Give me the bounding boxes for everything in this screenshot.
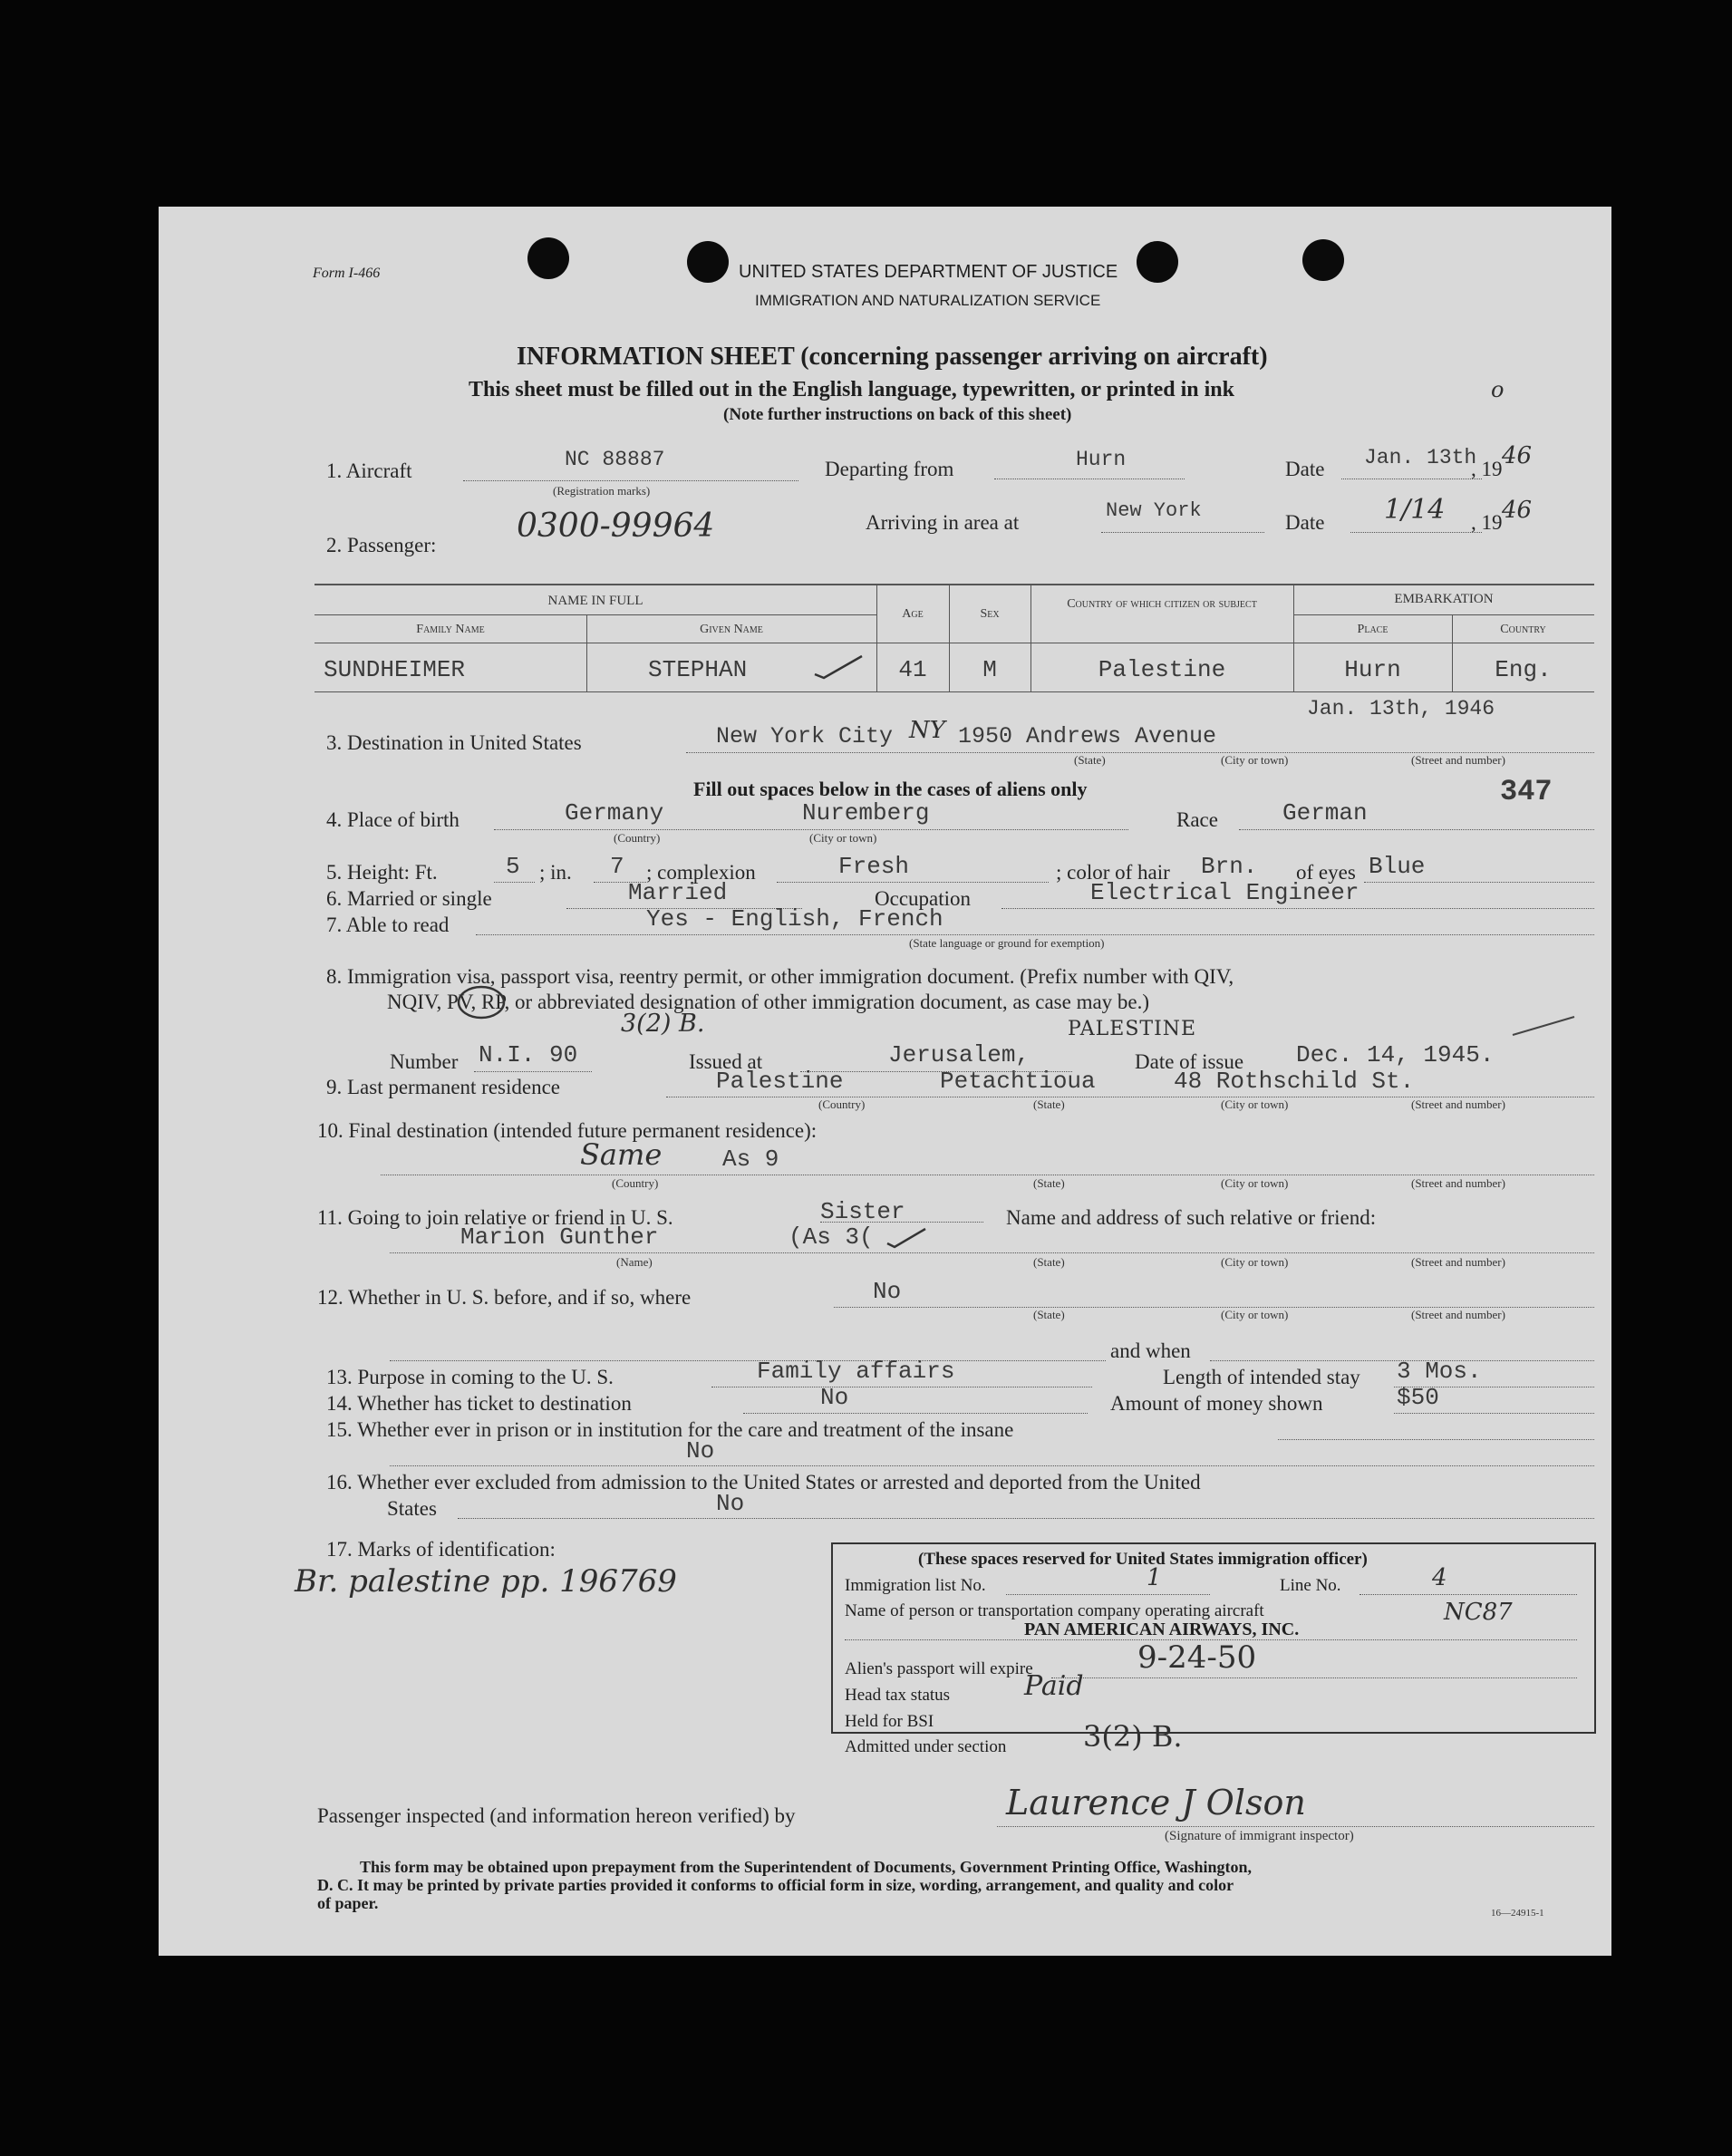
depart-date-label: Date [1285,458,1325,480]
departing-from-label: Departing from [825,458,954,480]
in-us-before-label: 12. Whether in U. S. before, and if so, where [317,1286,692,1309]
line-no-line [1359,1594,1577,1595]
admitted-label: Admitted under section [845,1737,1007,1756]
height-label: 5. Height: Ft. [326,861,438,884]
depart-date-value: Jan. 13th [1364,446,1477,469]
read-value: Yes - English, French [646,905,943,933]
excluded-line [458,1518,1594,1519]
residence-street-sub: (Street and number) [1411,1097,1505,1111]
given-name-header: Given Name [700,623,763,636]
before-state-sub: (State) [1033,1308,1065,1321]
in-us-before-value: No [873,1278,902,1305]
embark-country-value: Eng. [1495,656,1552,683]
ticket-line [743,1413,1088,1414]
punch-hole [1137,241,1178,283]
check-mark [811,651,866,682]
occupation-value: Electrical Engineer [1090,879,1359,906]
officer-box-heading: (These spaces reserved for United States immigration officer) [918,1550,1368,1569]
list-no-label: Immigration list No. [845,1576,986,1595]
residence-country-value: Palestine [716,1068,844,1095]
pv-circle [456,984,507,1020]
marks-value: Br. palestine pp. 196769 [295,1563,677,1600]
footer-line-3: of paper. [317,1894,379,1912]
destination-label: 3. Destination in United States [326,731,582,754]
hair-label: ; color of hair [1056,861,1170,884]
dest-city-value: New York City [716,723,894,749]
passenger-label: 2. Passenger: [326,534,437,556]
read-line [476,934,1594,935]
length-stay-label: Length of intended stay [1163,1366,1360,1388]
ticket-label: 14. Whether has ticket to destination [326,1392,632,1415]
embarkation-header: EMBARKATION [1394,592,1494,606]
visa-label-1: 8. Immigration visa, passport visa, reentry permit, or other immigration document. (Prefix number with QIV, [326,965,1234,988]
arriving-in-value: New York [1106,499,1202,522]
dest-street-sub: (Street and number) [1411,753,1505,767]
birth-country-value: Germany [565,799,664,827]
final-state-sub: (State) [1033,1176,1065,1190]
form-sheet [159,207,1611,1956]
excluded-value: No [716,1490,745,1517]
list-no-line [1006,1594,1210,1595]
aircraft-label: 1. Aircraft [326,459,412,482]
citizen-of-value: Palestine [1098,656,1226,683]
relative-name-sub: (Name) [616,1255,653,1269]
name-address-label: Name and address of such relative or friend: [1006,1206,1377,1229]
relative-line [390,1252,1594,1253]
relative-type-value: Sister [820,1198,905,1225]
aircraft-line [463,480,798,481]
embark-date-value: Jan. 13th, 1946 [1307,697,1495,720]
race-label: Race [1176,808,1218,831]
height-ft-value: 5 [506,853,520,880]
number-label: Number [390,1050,459,1073]
arrive-date-label: Date [1285,511,1325,534]
punch-hole [527,237,569,279]
embark-country-header: Country [1500,623,1546,636]
table-mid-rule [1293,614,1594,615]
passenger-number-value: 0300-99964 [517,508,715,545]
money-value: $50 [1397,1384,1439,1411]
money-label: Amount of money shown [1110,1392,1323,1415]
age-value: 41 [898,656,927,683]
head-tax-label: Head tax status [845,1686,951,1705]
signature-line [997,1826,1594,1827]
complexion-value: Fresh [838,853,910,880]
hair-value: Brn. [1201,853,1258,880]
arrive-year-value: 46 [1502,497,1533,524]
inspected-by-label: Passenger inspected (and information hereon verified) by [317,1804,796,1827]
excluded-label: 16. Whether ever excluded from admission to the United States or arrested and deported from the United [326,1471,1201,1494]
dest-city-sub: (City or town) [1221,753,1289,767]
line-no-label: Line No. [1280,1576,1341,1595]
departing-from-value: Hurn [1076,448,1127,471]
relative-name-value: Marion Gunther [460,1223,659,1251]
arrive-year-prefix: , 19 [1471,511,1503,534]
occupation-label: Occupation [875,887,972,910]
last-residence-label: 9. Last permanent residence [326,1076,560,1098]
final-street-sub: (Street and number) [1411,1176,1505,1190]
form-number: Form I-466 [313,266,381,281]
residence-city-sub: (City or town) [1221,1097,1289,1111]
prison-value: No [686,1437,715,1465]
excluded-label-2: States [387,1497,437,1520]
footer-line-1: This form may be obtained upon prepayment from the Superintendent of Documents, Government Printing Office, Washington, [360,1858,1253,1876]
embark-place-header: Place [1357,623,1389,636]
complexion-line [777,882,1049,883]
complexion-label: ; complexion [646,861,756,884]
depart-year-prefix: , 19 [1471,458,1503,480]
age-header: Age [902,607,924,621]
registration-marks-label: (Registration marks) [553,484,651,498]
final-destination-label: 10. Final destination (intended future permanent residence): [317,1119,818,1142]
arrive-date-value: 1/14 [1384,494,1446,526]
residence-country-sub: (Country) [818,1097,866,1111]
final-city-sub: (City or town) [1221,1176,1289,1190]
issued-at-label: Issued at [689,1050,763,1073]
visa-number-value: N.I. 90 [479,1041,578,1068]
place-of-birth-line [494,829,1128,830]
purpose-label: 13. Purpose in coming to the U. S. [326,1366,614,1388]
final-dest-hand-value: Same [580,1137,663,1172]
final-country-sub: (Country) [612,1176,659,1190]
length-stay-value: 3 Mos. [1397,1358,1482,1385]
state-language-sub: (State language or ground for exemption) [909,936,1105,950]
issued-at-value: Jerusalem, [888,1041,1030,1068]
footer-code: 16—24915-1 [1491,1908,1544,1919]
residence-state-sub: (State) [1033,1097,1065,1111]
form-note: (Note further instructions on back of this sheet) [723,405,1072,424]
department-name: UNITED STATES DEPARTMENT OF JUSTICE [739,262,1118,282]
birth-city-value: Nuremberg [802,799,930,827]
relative-city-sub: (City or town) [1221,1255,1289,1269]
eyes-value: Blue [1369,853,1426,880]
passport-expire-label: Alien's passport will expire [845,1659,1033,1678]
married-label: 6. Married or single [326,887,492,910]
form-title: INFORMATION SHEET (concerning passenger arriving on aircraft) [517,343,1268,371]
sex-value: M [982,656,997,683]
prison-label: 15. Whether ever in prison or in institution for the care and treatment of the insane [326,1418,1014,1441]
form-instruction: This sheet must be filled out in the English language, typewritten, or printed in ink [469,378,1234,401]
residence-street-value: 48 Rothschild St. [1174,1068,1415,1095]
dash-mark [1511,1013,1576,1039]
and-when-line [390,1360,1106,1361]
race-value: German [1282,799,1368,827]
height-in-label: ; in. [539,861,572,884]
name-in-full-header: NAME IN FULL [547,594,643,608]
passport-expire-value: 9-24-50 [1137,1639,1257,1676]
residence-state-value: Petachtioua [940,1068,1096,1095]
family-name-value: SUNDHEIMER [324,656,466,683]
inspector-signature: Laurence J Olson [1006,1783,1306,1822]
money-line [1394,1413,1594,1414]
admitted-section-value: 3(2) B. [1083,1719,1183,1754]
arrive-date-line [1350,532,1482,533]
visa-note-value: 3(2) B. [621,1010,705,1038]
visa-label-2: NQIV, PV, RP, or abbreviated designation of other immigration document, as case may be.) [387,991,1150,1013]
relative-type-line [820,1222,983,1223]
service-name: IMMIGRATION AND NATURALIZATION SERVICE [755,292,1101,309]
dest-state-sub: (State) [1074,753,1106,767]
sex-header: Sex [980,607,1000,621]
footer-line-2: D. C. It may be printed by private parties provided it conforms to official form in size, wording, arrangement, and quality and color [317,1876,1234,1894]
head-tax-value: Paid [1024,1670,1084,1702]
line-no-value: 4 [1432,1564,1447,1591]
race-line [1239,829,1594,830]
and-when-label: and when [1110,1339,1191,1362]
signature-sub: (Signature of immigrant inspector) [1165,1829,1354,1843]
prison-line [1278,1439,1594,1440]
relative-address-value: (As 3( [789,1223,874,1251]
dest-street-value: 1950 Andrews Avenue [958,723,1217,749]
relative-street-sub: (Street and number) [1411,1255,1505,1269]
given-name-value: STEPHAN [648,656,748,683]
place-of-birth-label: 4. Place of birth [326,808,460,831]
aircraft-ref-value: NC87 [1444,1599,1513,1626]
eyes-line [1364,882,1594,883]
depart-year-value: 46 [1502,442,1533,469]
birth-city-sub: (City or town) [809,831,877,845]
table-bottom-rule [314,691,1594,692]
height-in-value: 7 [610,853,624,880]
relative-state-sub: (State) [1033,1255,1065,1269]
aliens-only-heading: Fill out spaces below in the cases of aliens only [693,778,1088,800]
dest-state-value: NY [909,717,945,744]
corner-mark: o [1491,377,1505,402]
table-top-rule [314,584,1594,585]
passport-expire-line [1051,1677,1577,1678]
operator-label: Name of person or transportation company operating aircraft [845,1601,1264,1620]
occupation-line [1001,908,1594,909]
prison-line-2 [390,1465,1594,1466]
date-of-issue-label: Date of issue [1135,1050,1244,1073]
stamp-number: 347 [1500,775,1553,808]
issued-at-hand-value: PALESTINE [1068,1018,1197,1040]
date-of-issue-value: Dec. 14, 1945. [1296,1041,1495,1068]
table-mid-rule [314,614,876,615]
arriving-in-label: Arriving in area at [866,511,1020,534]
punch-hole [687,241,729,283]
number-line [474,1071,592,1072]
final-dest-value: As 9 [722,1146,779,1173]
marks-label: 17. Marks of identification: [326,1538,556,1561]
operator-value: PAN AMERICAN AIRWAYS, INC. [1024,1619,1300,1639]
family-name-header: Family Name [416,623,485,636]
held-bsi-label: Held for BSI [845,1712,934,1731]
birth-country-sub: (Country) [614,831,661,845]
married-value: Married [628,879,728,906]
punch-hole [1302,239,1344,281]
before-city-sub: (City or town) [1221,1308,1289,1321]
before-street-sub: (Street and number) [1411,1308,1505,1321]
ticket-value: No [820,1384,849,1411]
embark-place-value: Hurn [1344,656,1401,683]
going-to-join-label: 11. Going to join relative or friend in U. S. [317,1206,673,1229]
height-ft-line [494,882,535,883]
list-no-value: 1 [1147,1564,1162,1591]
arriving-in-line [1101,532,1264,533]
country-citizen-header: Country of which citizen or subject [1067,597,1257,611]
read-label: 7. Able to read [326,914,450,936]
aircraft-value: NC 88887 [565,448,665,471]
eyes-label: of eyes [1296,861,1356,884]
purpose-value: Family affairs [757,1358,955,1385]
check-mark [884,1223,929,1251]
